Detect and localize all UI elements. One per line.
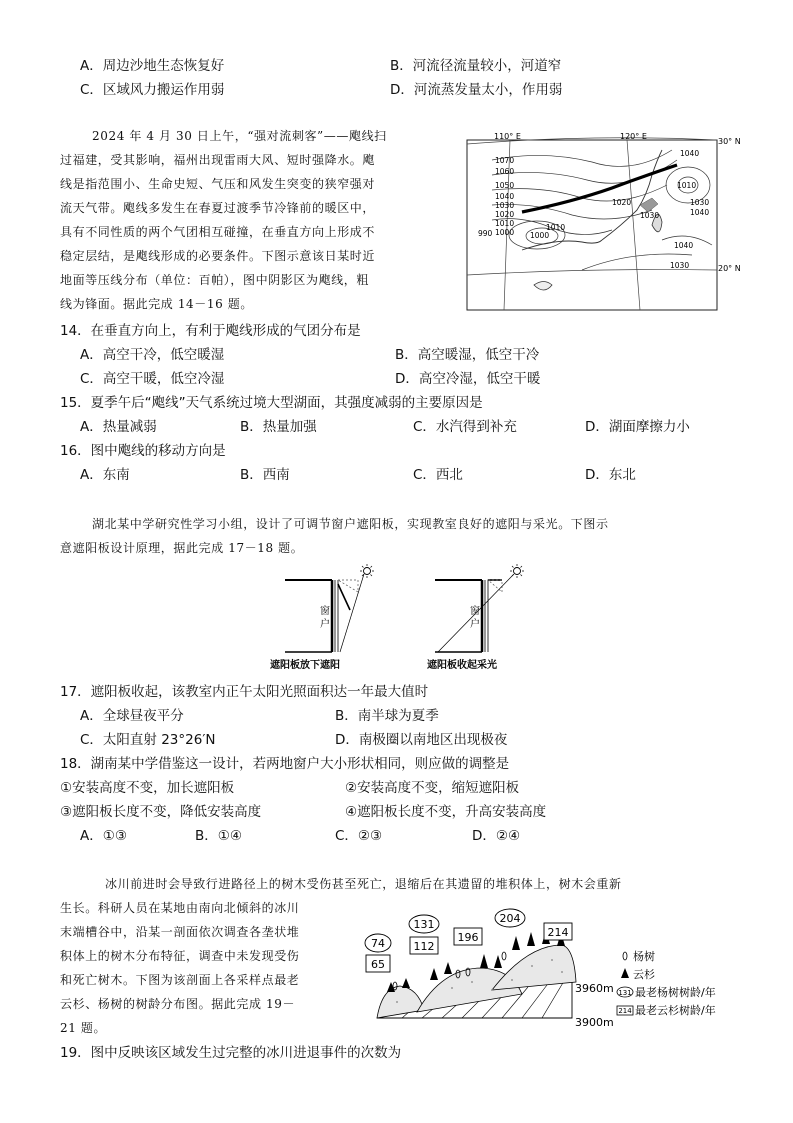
legend-poplar: 杨树: [633, 950, 655, 963]
q18-statement-3: ③遮阳板长度不变，降低安装高度: [60, 804, 262, 820]
isobar-label: 1020: [612, 198, 632, 207]
passage3-line: 积体上的树木分布特征，调查中未发现受伤: [60, 949, 300, 963]
isobar-label: 1010: [495, 219, 515, 228]
passage1-line: 过福建，受其影响，福州出现雷雨大风、短时强降水。飑: [60, 153, 376, 167]
window-label: 窗: [320, 606, 330, 617]
passage3-line: 云杉、杨树的树龄分布图。据此完成 19－: [60, 997, 296, 1011]
sun-icon: [514, 568, 521, 575]
q16-option-c: C．西北: [413, 467, 463, 483]
q18-statement-4: ④遮阳板长度不变，升高安装高度: [345, 804, 547, 820]
passage3-line: 和死亡树木。下图为该剖面上各采样点最老: [60, 973, 300, 987]
q18-statement-2: ②安装高度不变，缩短遮阳板: [345, 780, 520, 796]
sunshade-diagram: [270, 562, 540, 674]
lon-label: 110° E: [494, 132, 521, 141]
q15-stem: 15．夏季午后“飑线”天气系统过境大型湖面，其强度减弱的主要原因是: [60, 395, 483, 411]
glacier-profile-diagram: [362, 910, 742, 1030]
passage1-line: 地面等压线分布（单位：百帕），图中阴影区为飑线，粗: [60, 273, 370, 287]
isobar-label: 1000: [495, 228, 515, 237]
window-label: 户: [470, 619, 480, 630]
q13-option-a: A．周边沙地生态恢复好: [80, 58, 225, 74]
caption-raised: 遮阳板收起采光: [427, 660, 497, 671]
q15-option-c: C．水汽得到补充: [413, 419, 517, 435]
window-label: 窗: [470, 606, 480, 617]
q16-option-d: D．东北: [585, 467, 636, 483]
q19-stem: 19．图中反映该区域发生过完整的冰川进退事件的次数为: [60, 1045, 402, 1061]
spruce-legend-icon: [621, 968, 629, 978]
passage1-line: 流天气带。飑线多发生在春夏过渡季节冷锋前的暖区中，: [60, 201, 376, 215]
moraine-ridge: [377, 986, 424, 1018]
isobar-label: 1030: [495, 201, 515, 210]
isobar-label: 1050: [495, 181, 515, 190]
passage3-line: 冰川前进时会导致行进路径上的树木受伤甚至死亡，退缩后在其遗留的堆积体上，树木会重新: [105, 877, 622, 891]
q17-stem: 17．遮阳板收起，该教室内正午太阳光照面积达一年最大值时: [60, 684, 429, 700]
isobar-label: 1010: [546, 223, 566, 232]
lat-label: 20° N: [718, 264, 741, 273]
elevation-label: 3900m: [575, 1016, 614, 1029]
legend-spruce-age: 最老云杉树龄/年: [635, 1004, 716, 1017]
sunshade-raised: [427, 564, 524, 671]
passage3-line: 末端槽谷中，沿某一剖面依次调查各垄状堆: [60, 925, 300, 939]
isobar-label: 1070: [495, 156, 515, 165]
isobar-label: 1030: [690, 198, 710, 207]
q13-option-d: D．河流蒸发量太小，作用弱: [390, 82, 563, 98]
q18-stem: 18．湖南某中学借鉴这一设计，若两地窗户大小形状相同，则应做的调整是: [60, 756, 510, 772]
q18-option-c: C．②③: [335, 828, 383, 844]
isobar-label: 1040: [674, 241, 694, 250]
isobar-label: 1040: [495, 192, 515, 201]
q18-option-d: D．②④: [472, 828, 521, 844]
q14-option-d: D．高空冷湿，低空干暖: [395, 371, 541, 387]
passage1-line: 线是指范围小、生命史短、气压和风发生突变的狭窄强对: [60, 177, 376, 191]
passage2-line: 意遮阳板设计原理，据此完成 17－18 题。: [60, 541, 304, 555]
sunshade-lowered: [270, 564, 374, 671]
q17-option-a: A．全球昼夜平分: [80, 708, 184, 724]
legend-poplar-age-icon: 131: [618, 989, 632, 997]
isobar-label: 1060: [495, 167, 515, 176]
q15-option-a: A．热量减弱: [80, 419, 157, 435]
poplar-age-label: 214: [547, 926, 569, 939]
lat-label: 30° N: [718, 137, 741, 146]
q17-option-d: D．南极圈以南地区出现极夜: [335, 732, 508, 748]
passage3-line: 生长。科研人员在某地由南向北倾斜的冰川: [60, 901, 300, 915]
q16-option-a: A．东南: [80, 467, 130, 483]
isobar-map: [462, 130, 742, 312]
isobar-label: 1000: [530, 231, 550, 240]
q17-option-c: C．太阳直射 23°26′N: [80, 732, 216, 748]
sun-icon: [364, 568, 371, 575]
isobar-label: 1020: [495, 210, 515, 219]
elevation-label: 3960m: [575, 982, 614, 995]
q17-option-b: B．南半球为夏季: [335, 708, 439, 724]
shade-board: [338, 584, 350, 610]
passage1-line: 具有不同性质的两个气团相互碰撞，在垂直方向上形成不: [60, 225, 376, 239]
q18-option-a: A．①③: [80, 828, 127, 844]
isobar-label: 1040: [680, 149, 700, 158]
q14-stem: 14．在垂直方向上，有利于飑线形成的气团分布是: [60, 323, 361, 339]
passage1-line: 稳定层结，是飑线形成的必要条件。下图示意该日某时近: [60, 249, 376, 263]
poplar-age-label: 65: [371, 958, 385, 971]
caption-lowered: 遮阳板放下遮阳: [270, 660, 340, 671]
spruce-age-label: 74: [371, 937, 385, 950]
lon-label: 120° E: [620, 132, 647, 141]
spruce-age-label: 204: [499, 912, 521, 925]
passage2-line: 湖北某中学研究性学习小组，设计了可调节窗户遮阳板，实现教室良好的遮阳与采光。下图示: [92, 517, 609, 531]
poplar-legend-icon: [623, 952, 627, 960]
legend-spruce-age-icon: 214: [618, 1007, 632, 1015]
q18-statement-1: ①安装高度不变，加长遮阳板: [60, 780, 235, 796]
isobar-label: 1030: [670, 261, 690, 270]
q16-stem: 16．图中飑线的移动方向是: [60, 443, 226, 459]
q14-option-b: B．高空暖湿，低空干冷: [395, 347, 540, 363]
poplar-age-label: 196: [457, 931, 479, 944]
legend: [617, 949, 716, 1017]
spruce-age-label: 131: [413, 918, 435, 931]
legend-spruce: 云杉: [633, 968, 655, 981]
q15-option-b: B．热量加强: [240, 419, 317, 435]
window-label: 户: [320, 619, 330, 630]
q13-option-c: C．区域风力搬运作用弱: [80, 82, 225, 98]
isobar-label: 1030: [640, 211, 660, 220]
q14-option-c: C．高空干暖，低空冷湿: [80, 371, 225, 387]
legend-poplar-age: 最老杨树树龄/年: [635, 986, 716, 999]
isobar-label: 990: [478, 229, 493, 238]
passage1-line: 线为锋面。据此完成 14－16 题。: [60, 297, 253, 311]
isobar-label: 1040: [690, 208, 710, 217]
poplar-age-label: 112: [413, 940, 435, 953]
q14-option-a: A．高空干冷，低空暖湿: [80, 347, 225, 363]
q15-option-d: D．湖面摩擦力小: [585, 419, 690, 435]
q16-option-b: B．西南: [240, 467, 290, 483]
q18-option-b: B．①④: [195, 828, 242, 844]
passage1-line: 2024 年 4 月 30 日上午，“强对流刺客”——飑线扫: [92, 129, 387, 143]
q13-option-b: B．河流径流量较小，河道窄: [390, 58, 562, 74]
isobar-label: 1010: [677, 181, 697, 190]
passage3-line: 21 题。: [60, 1021, 107, 1035]
